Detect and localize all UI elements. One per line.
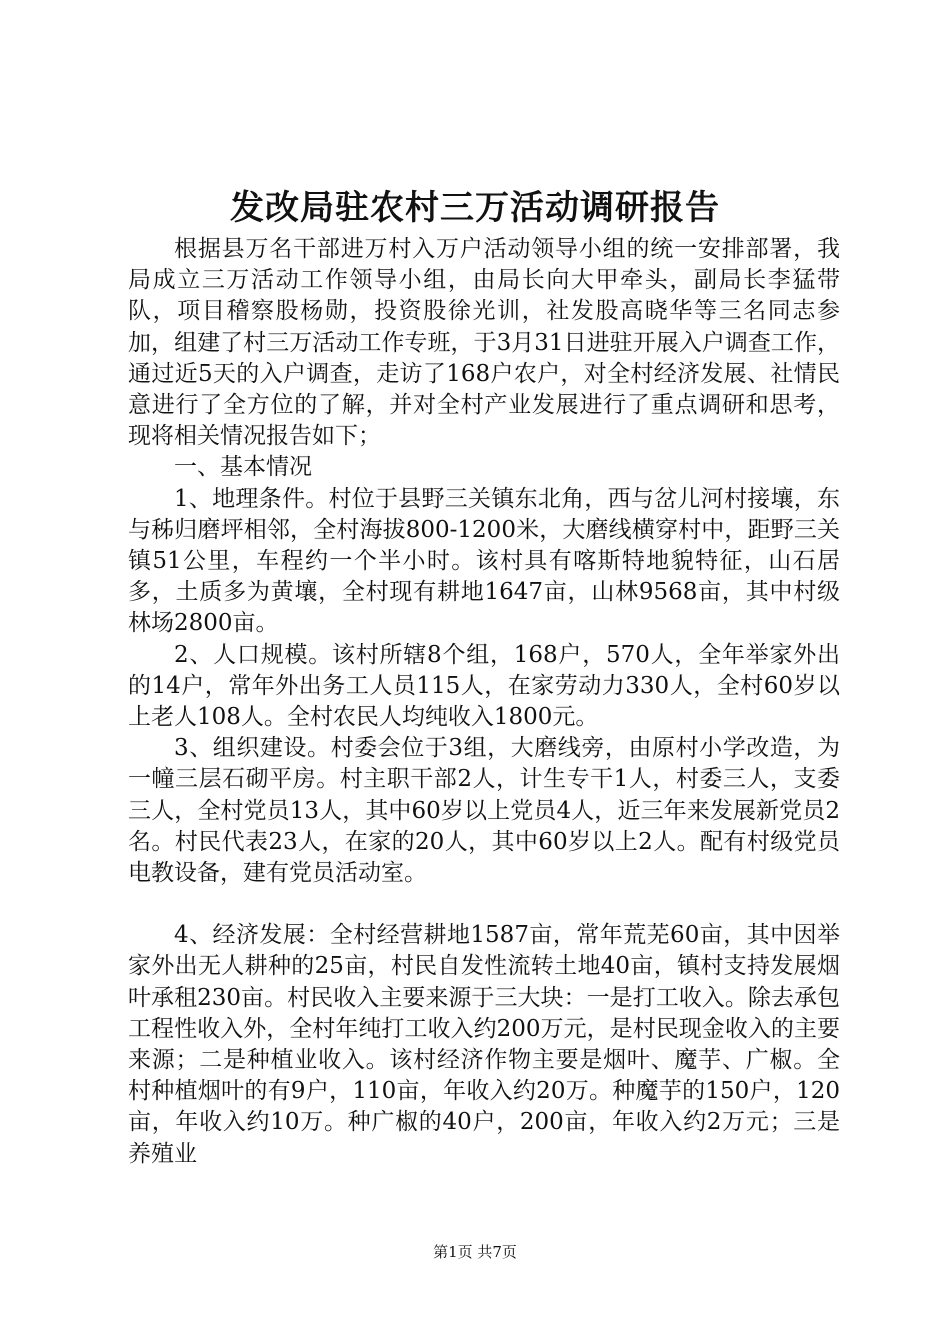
page-footer: 第1页 共7页 xyxy=(433,1243,517,1261)
paragraph-economy: 4、经济发展：全村经营耕地1587亩，常年荒芜60亩，其中因举家外出无人耕种的25亩，村民自发性流转土地40亩，镇村支持发展烟叶承租230亩。村民收入主要来源于三大块：一是打工收入。除去承包工程性收入外，全村年纯打工收入约200万元，是村民现金收入的主要来源；二是种植业收入。该村经济作物主要是烟叶、魔芋、广椒。全村种植烟叶的有9户，110亩，年收入约20万。种魔芋的150户，120亩，年收入约10万。种广椒的40户，200亩，年收入约2万元；三是养殖业 xyxy=(128,922,840,1167)
paragraph-organization: 3、组织建设。村委会位于3组，大磨线旁，由原村小学改造，为一幢三层石砌平房。村主职干部2人，计生专干1人，村委三人，支委三人，全村党员13人，其中60岁以上党员4人，近三年来发展新党员2名。村民代表23人，在家的20人，其中60岁以上2人。配有村级党员电教设备，建有党员活动室。 xyxy=(128,735,840,887)
paragraph-population: 2、人口规模。该村所辖8个组，168户，570人，全年举家外出的14户，常年外出务工人员115人，在家劳动力330人，全村60岁以上老人108人。全村农民人均纯收入1800元。 xyxy=(128,641,840,731)
paragraph-intro: 根据县万名干部进万村入万户活动领导小组的统一安排部署，我局成立三万活动工作领导小组，由局长向大甲牵头，副局长李猛带队，项目稽察股杨勋，投资股徐光训，社发股高晓华等三名同志参加，组建了村三万活动工作专班，于3月31日进驻开展入户调查工作，通过近5天的入户调查，走访了168户农户，对全村经济发展、社情民意进行了全方位的了解，并对全村产业发展进行了重点调研和思考，现将相关情况报告如下； xyxy=(128,236,840,450)
paragraph-geography: 1、地理条件。村位于县野三关镇东北角，西与岔儿河村接壤，东与秭归磨坪相邻，全村海拔800-1200米，大磨线横穿村中，距野三关镇51公里，车程约一个半小时。该村具有喀斯特地貌特征，山石居多，土质多为黄壤，全村现有耕地1647亩，山林9568亩，其中村级林场2800亩。 xyxy=(128,485,840,637)
document-body xyxy=(128,234,840,1170)
document-title: 发改局驻农村三万活动调研报告 xyxy=(230,188,720,228)
section-heading-basic-situation: 一、基本情况 xyxy=(174,454,312,481)
